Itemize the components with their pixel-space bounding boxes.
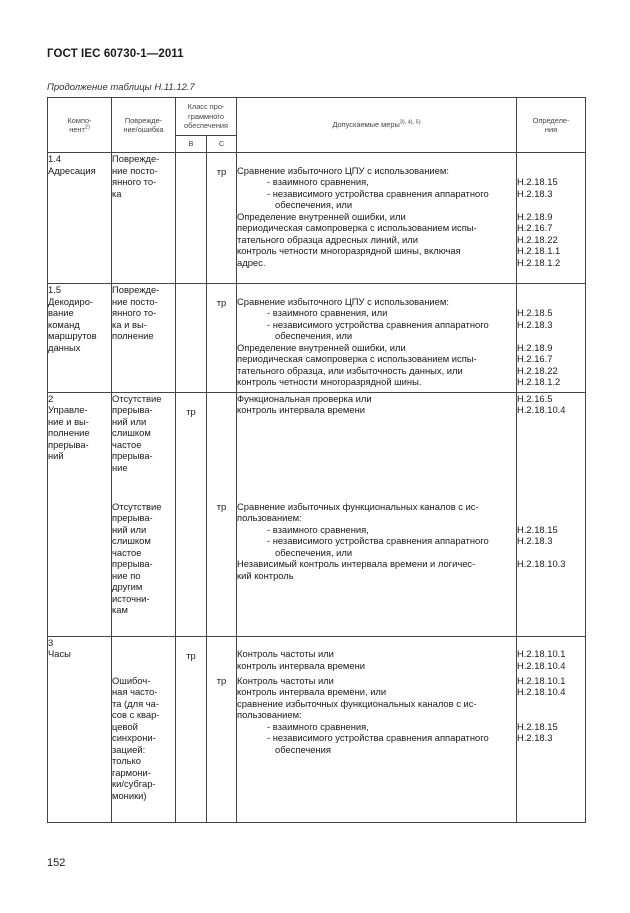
measures-cell (237, 675, 517, 823)
measure-line: пользованием: (237, 709, 302, 720)
measure-line: - независимого устройства сравнения аппаратного (267, 732, 489, 743)
header-fault (112, 98, 176, 153)
definition-ref: Н.2.18.10.4 (517, 659, 566, 671)
fault-line: ние (112, 461, 128, 473)
definition-ref: Н.2.18.10.1 (517, 674, 566, 686)
fault-line: Поврежде- (112, 153, 160, 164)
measures-cell (237, 153, 517, 284)
header-component-footnote: 2) (84, 124, 90, 131)
definition-ref (517, 330, 585, 342)
component-line: 3 (48, 636, 54, 648)
header-measures (237, 98, 517, 153)
definition-ref (517, 501, 585, 513)
measure-line: - независимого устройства сравнения аппаратного (267, 318, 489, 330)
component-cell (48, 675, 112, 823)
measure-line: Определение внутренней ошибки, или (237, 341, 406, 353)
definition-ref: Н.2.18.3 (517, 318, 553, 330)
component-line: 1.4 (48, 153, 62, 164)
header-definitions-line: ния (544, 125, 558, 134)
definition-ref (517, 199, 585, 211)
definition-ref (517, 709, 585, 721)
fault-line: Отсутствие (112, 392, 162, 404)
table-row (48, 636, 586, 674)
measure-line: Независимый контроль интервала времени и логичес- (237, 558, 476, 570)
measures-cell (237, 501, 517, 637)
definition-ref (517, 744, 585, 756)
definition-ref: Н.2.18.1.1 (517, 245, 561, 256)
definition-ref: Н.2.18.9 (517, 210, 553, 222)
measure-line: - взаимного сравнения, (267, 720, 369, 732)
definition-ref (517, 570, 585, 582)
measure-line: - взаимного сравнения, (267, 176, 369, 187)
definition-ref: Н.2.18.10.1 (517, 648, 566, 660)
definitions-cell (517, 636, 586, 674)
fault-line: слишком (112, 535, 151, 547)
component-line: ний (48, 450, 64, 462)
fault-line: ная часто- (112, 686, 158, 697)
fault-cell (112, 675, 176, 823)
component-line: Декодиро- (48, 295, 94, 307)
measure-line: Контроль частоты или (237, 674, 334, 686)
table-row (48, 153, 586, 284)
definition-ref: Н.2.18.10.3 (517, 558, 566, 570)
header-measures-footnote: 3), 4), 5) (399, 119, 421, 126)
table-caption: Продолжение таблицы Н.11.12.7 (47, 82, 195, 93)
header-measures-label: Допускаемые меры (332, 120, 400, 130)
measure-line: сравнение избыточных функциональных каналов с ис- (237, 697, 477, 709)
class-b-cell (176, 501, 207, 637)
measure-line: обеспечения, или (275, 330, 353, 342)
standard-title: ГОСТ IEC 60730-1—2011 (47, 48, 184, 60)
header-definitions (517, 98, 586, 153)
fault-cell (112, 392, 176, 501)
fault-line: та (для ча- (112, 697, 159, 709)
definition-ref: Н.2.18.3 (517, 187, 553, 199)
fault-line: ки/субгар- (112, 778, 156, 789)
component-line: полнение (48, 427, 90, 439)
class-c-cell: тр (207, 284, 237, 392)
fault-line: ние посто- (112, 164, 158, 176)
component-line: 2 (48, 392, 54, 404)
fault-line: прерыва- (112, 450, 153, 462)
measure-line: тательного образца адресных линий, или (237, 233, 418, 245)
class-b-cell (176, 153, 207, 284)
component-line: Управле- (48, 404, 88, 416)
fault-line: гармони- (112, 766, 151, 778)
definitions-cell (517, 284, 586, 392)
class-b-cell: тр (176, 392, 207, 501)
class-c-cell (207, 636, 237, 674)
header-component-line: нент (69, 125, 85, 134)
class-c-cell: тр (207, 501, 237, 637)
header-class-line: Класс про- (187, 102, 225, 112)
fault-line: Отсутствие (112, 500, 162, 512)
definition-ref: Н.2.18.1.2 (517, 256, 561, 268)
measures-cell (237, 284, 517, 392)
fault-line: Ошибоч- (112, 674, 151, 686)
measure-line: тательного образца, или избыточность данных, или (237, 364, 463, 376)
fault-line: кам (112, 604, 128, 616)
fault-line: моники) (112, 789, 147, 801)
measure-line: контроль интервала времени (237, 659, 365, 671)
component-line: данных (48, 341, 81, 353)
definition-ref: Н.2.16.5 (517, 392, 553, 404)
fault-line: частое (112, 438, 142, 450)
fault-line: полнение (112, 330, 154, 342)
measure-line: контроль четности многоразрядной шины. (237, 376, 422, 388)
measure-line: обеспечения, или (275, 199, 353, 210)
page-number: 152 (47, 857, 66, 869)
fault-line: сов с квар- (112, 709, 160, 720)
component-line: Часы (48, 648, 71, 660)
definition-ref: Н.2.18.22 (517, 364, 558, 376)
header-fault-line: Поврежде- (124, 115, 163, 125)
header-component-line: Компо- (67, 115, 92, 125)
definition-ref (517, 296, 585, 308)
fault-cell (112, 284, 176, 392)
class-b-cell (176, 675, 207, 823)
measure-line: кий контроль (237, 569, 294, 581)
component-cell (48, 636, 112, 674)
class-c-cell (207, 392, 237, 501)
component-line: вание (48, 307, 74, 319)
fault-line: частое (112, 546, 142, 558)
definition-ref (517, 165, 585, 177)
measures-cell (237, 636, 517, 674)
component-cell (48, 501, 112, 637)
table-row (48, 675, 586, 823)
definition-ref: Н.2.18.10.4 (517, 404, 566, 416)
component-line: прерыва- (48, 438, 89, 450)
fault-line: цевой (112, 720, 138, 732)
measure-line: периодическая самопроверка с использованием испы- (237, 222, 477, 233)
header-class-line: граммного (188, 111, 224, 121)
fault-line: янного то- (112, 176, 157, 187)
definition-ref (517, 698, 585, 710)
measure-line: Сравнение избыточного ЦПУ с использованием: (237, 164, 449, 176)
table-row (48, 284, 586, 392)
component-cell (48, 392, 112, 501)
fault-line: прерыва- (112, 404, 153, 416)
header-class-c: C (207, 136, 237, 153)
measure-line: пользованием: (237, 512, 302, 524)
header-fault-line: ние/ошибка (123, 125, 164, 134)
fault-line: только (112, 755, 141, 766)
measure-line: Сравнение избыточного ЦПУ с использованием: (237, 295, 449, 307)
class-c-cell: тр (207, 153, 237, 284)
definition-ref: Н.2.18.15 (517, 176, 558, 187)
header-component (48, 98, 112, 153)
fault-line: ние по (112, 569, 141, 581)
fault-cell (112, 153, 176, 284)
measure-line: - независимого устройства сравнения аппаратного (267, 187, 489, 199)
fault-line: зацией: (112, 743, 146, 755)
definitions-cell (517, 501, 586, 637)
fault-line: слишком (112, 427, 151, 439)
fault-line: ний или (112, 523, 147, 535)
measure-line: - взаимного сравнения, (267, 523, 369, 535)
measure-line: адрес. (237, 256, 266, 268)
measure-line: Функциональная проверка или (237, 392, 372, 404)
definition-ref: Н.2.16.7 (517, 353, 553, 365)
fault-line: прерыва- (112, 558, 153, 570)
requirements-table (47, 97, 586, 823)
fault-line: ка и вы- (112, 318, 147, 330)
definition-ref: Н.2.18.15 (517, 720, 558, 732)
measure-line: контроль интервала времени, или (237, 686, 387, 697)
header-class-line: обеспечения (183, 121, 229, 131)
fault-cell (112, 501, 176, 637)
component-line: Адресация (48, 164, 96, 176)
definitions-cell (517, 392, 586, 501)
component-line: 1.5 (48, 284, 62, 296)
definition-ref: Н.2.18.1.2 (517, 376, 561, 388)
measure-line: периодическая самопроверка с использованием испы- (237, 353, 477, 365)
fault-line: источни- (112, 592, 150, 604)
definition-ref (517, 512, 585, 524)
component-line: маршрутов (48, 330, 97, 342)
measure-line: обеспечения (275, 743, 331, 755)
fault-line: прерыва- (112, 512, 153, 524)
fault-line: синхрони- (112, 732, 156, 743)
definition-ref: Н.2.18.10.4 (517, 686, 566, 697)
table-row (48, 501, 586, 637)
class-b-cell (176, 284, 207, 392)
fault-line: ний или (112, 415, 147, 427)
measure-line: - независимого устройства сравнения аппаратного (267, 535, 489, 547)
fault-line: ние посто- (112, 295, 158, 307)
definition-ref: Н.2.16.7 (517, 222, 553, 233)
fault-cell (112, 636, 176, 674)
fault-line: другим (112, 581, 143, 593)
definition-ref: Н.2.18.3 (517, 732, 553, 743)
measure-line: контроль четности многоразрядной шины, включая (237, 245, 461, 256)
definition-ref: Н.2.18.9 (517, 341, 553, 353)
component-cell (48, 153, 112, 284)
definitions-cell (517, 675, 586, 823)
header-class (176, 98, 237, 136)
measure-line: контроль интервала времени (237, 404, 365, 416)
class-c-cell: тр (207, 675, 237, 823)
measures-cell (237, 392, 517, 501)
fault-line: янного то- (112, 307, 157, 319)
table-row (48, 392, 586, 501)
header-class-b: B (176, 136, 207, 153)
measure-line: Сравнение избыточных функциональных каналов с ис- (237, 500, 479, 512)
definition-ref: Н.2.18.5 (517, 307, 553, 319)
component-cell (48, 284, 112, 392)
class-b-cell: тр (176, 636, 207, 674)
definition-ref: Н.2.18.15 (517, 523, 558, 535)
component-line: команд (48, 318, 80, 330)
measure-line: Контроль частоты или (237, 648, 334, 660)
definition-ref: Н.2.18.3 (517, 535, 553, 547)
measure-line: Определение внутренней ошибки, или (237, 210, 406, 222)
component-line: ние и вы- (48, 415, 89, 427)
definition-ref: Н.2.18.22 (517, 233, 558, 245)
header-definitions-line: Определе- (532, 115, 570, 125)
definitions-cell (517, 153, 586, 284)
fault-line: ка (112, 187, 122, 199)
measure-line: - взаимного сравнения, или (267, 307, 388, 319)
fault-line: Поврежде- (112, 284, 160, 296)
definition-ref (517, 547, 585, 559)
measure-line: обеспечения, или (275, 546, 353, 558)
